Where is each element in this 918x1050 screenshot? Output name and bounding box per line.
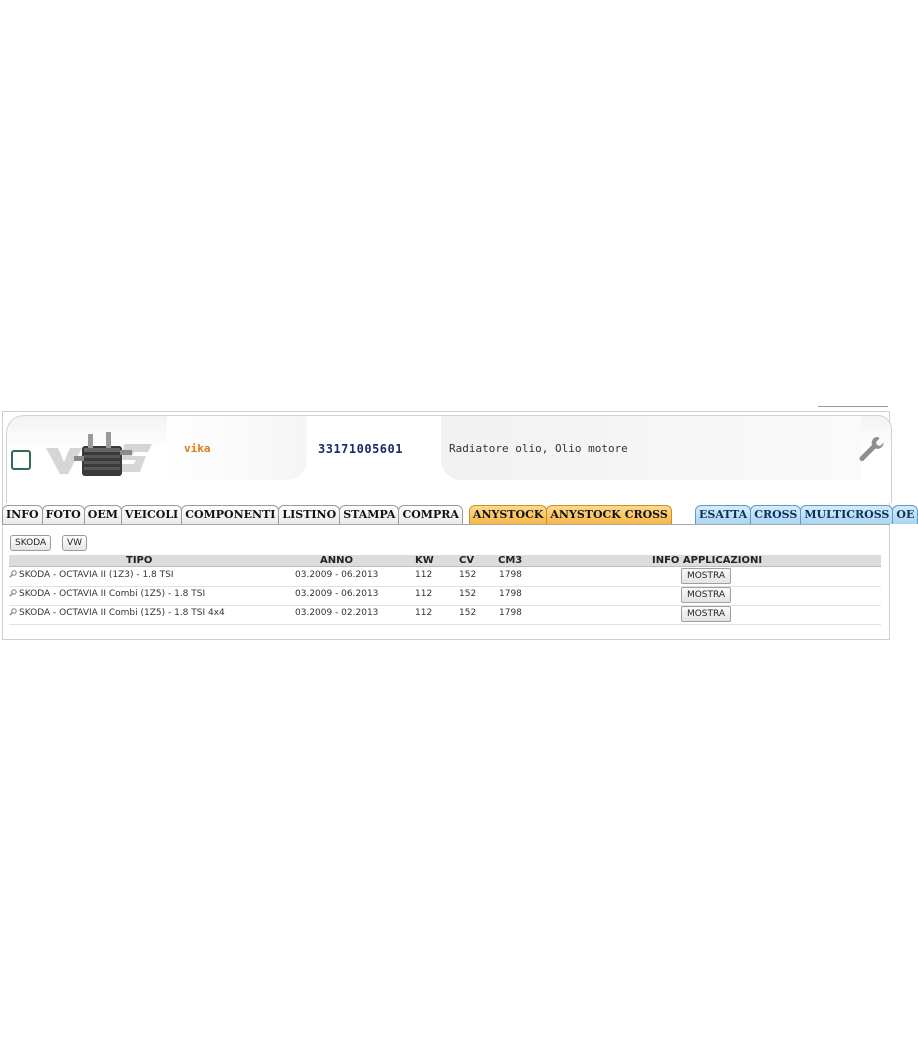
tab-bar-right: [695, 505, 917, 524]
mostra-button[interactable]: MOSTRA: [681, 587, 731, 603]
vehicle-type-text: SKODA - OCTAVIA II Combi (1Z5) - 1.8 TSI 4x4: [19, 608, 225, 618]
cv-cell: 152: [459, 570, 477, 580]
table-row[interactable]: [9, 586, 881, 606]
tab-compra[interactable]: COMPRA: [398, 505, 462, 524]
vehicle-type-cell[interactable]: [9, 567, 174, 584]
magnifier-icon: [9, 570, 17, 578]
tab-cross[interactable]: CROSS: [750, 505, 801, 524]
tab-anystock-cross[interactable]: ANYSTOCK CROSS: [546, 505, 671, 524]
part-code[interactable]: 33171005601: [318, 442, 403, 456]
cm3-cell: 1798: [499, 570, 522, 580]
wrench-icon[interactable]: [856, 434, 884, 462]
column-header-cm3: CM3: [498, 555, 523, 566]
cv-cell: 152: [459, 608, 477, 618]
tab-oem[interactable]: OEM: [84, 505, 122, 524]
tab-stampa[interactable]: STAMPA: [339, 505, 399, 524]
tab-underline: [2, 524, 890, 525]
kw-cell: 112: [415, 570, 433, 580]
vehicle-type-text: SKODA - OCTAVIA II Combi (1Z5) - 1.8 TSI: [19, 589, 206, 599]
tab-bar-left: [2, 505, 671, 524]
year-range-cell: 03.2009 - 06.2013: [295, 570, 379, 580]
table-row[interactable]: [9, 567, 881, 587]
tab-componenti[interactable]: COMPONENTI: [181, 505, 279, 524]
mostra-button[interactable]: MOSTRA: [681, 606, 731, 622]
cv-cell: 152: [459, 589, 477, 599]
column-header-info-applicazioni: INFO APPLICAZIONI: [652, 555, 763, 566]
tab-veicoli[interactable]: VEICOLI: [121, 505, 182, 524]
column-header-tipo: TIPO: [126, 555, 153, 566]
make-filter-vw-button[interactable]: VW: [62, 535, 87, 551]
top-divider: [818, 406, 888, 407]
select-checkbox-icon[interactable]: [11, 450, 31, 470]
table-header: [9, 555, 881, 567]
part-description: Radiatore olio, Olio motore: [449, 442, 628, 455]
vehicle-type-cell[interactable]: [9, 586, 205, 603]
kw-cell: 112: [415, 608, 433, 618]
tab-esatta[interactable]: ESATTA: [695, 505, 751, 524]
part-photo-thumbnail[interactable]: [44, 430, 160, 480]
column-header-kw: KW: [415, 555, 434, 566]
kw-cell: 112: [415, 589, 433, 599]
year-range-cell: 03.2009 - 02.2013: [295, 608, 379, 618]
column-header-anno: ANNO: [320, 555, 353, 566]
cm3-cell: 1798: [499, 589, 522, 599]
vehicle-type-text: SKODA - OCTAVIA II (1Z3) - 1.8 TSI: [19, 570, 174, 580]
tab-multicross[interactable]: MULTICROSS: [800, 505, 893, 524]
tab-info[interactable]: INFO: [2, 505, 43, 524]
brand-name[interactable]: vika: [184, 442, 211, 455]
tab-anystock[interactable]: ANYSTOCK: [469, 505, 547, 524]
column-header-cv: CV: [459, 555, 475, 566]
magnifier-icon: [9, 589, 17, 597]
table-row[interactable]: [9, 605, 881, 625]
tab-listino[interactable]: LISTINO: [278, 505, 340, 524]
magnifier-icon: [9, 608, 17, 616]
year-range-cell: 03.2009 - 06.2013: [295, 589, 379, 599]
tab-oe[interactable]: OE: [892, 505, 918, 524]
tab-foto[interactable]: FOTO: [42, 505, 85, 524]
cm3-cell: 1798: [499, 608, 522, 618]
make-filter-skoda-button[interactable]: SKODA: [10, 535, 51, 551]
mostra-button[interactable]: MOSTRA: [681, 568, 731, 584]
vehicle-type-cell[interactable]: [9, 605, 225, 622]
